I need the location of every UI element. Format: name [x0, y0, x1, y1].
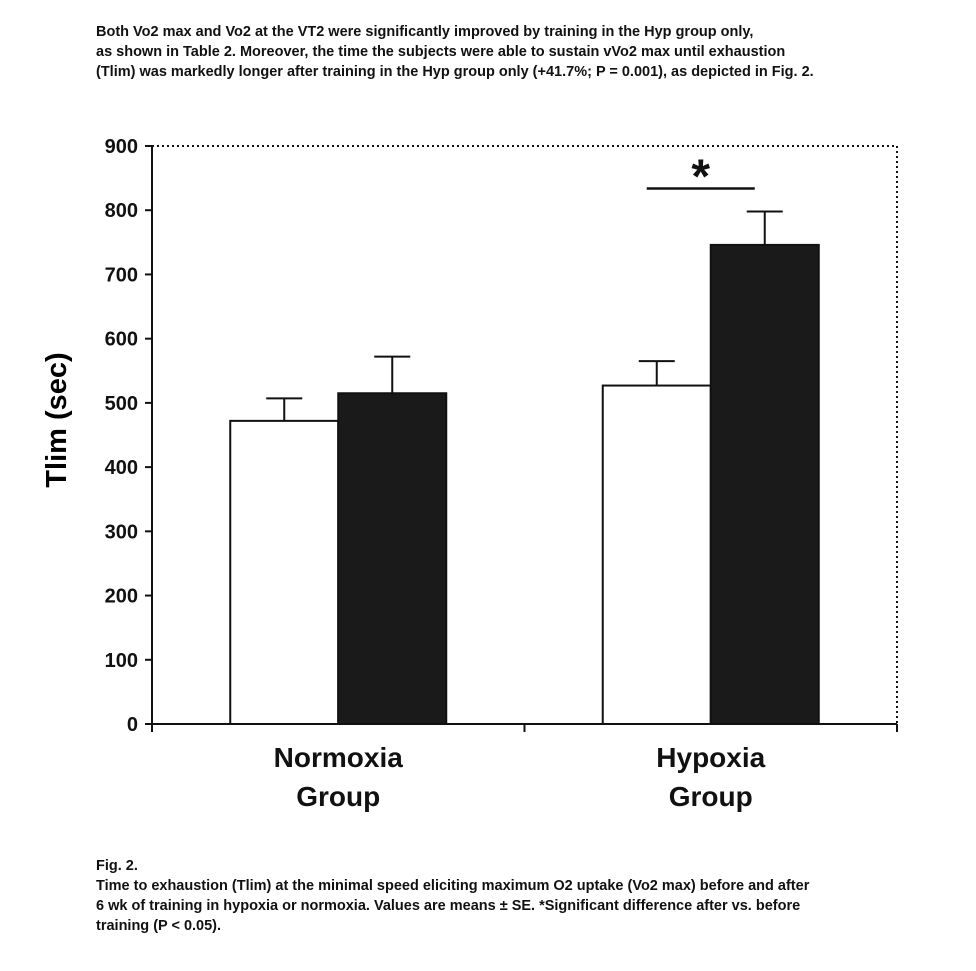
y-tick-label-4: 400: [104, 457, 138, 480]
bar-1-1: [711, 245, 819, 724]
y-axis: [105, 136, 152, 736]
intro-line: Both Vo2 max and Vo2 at the VT2 were significantly improved by training in the Hyp group only,: [96, 24, 754, 40]
y-tick-label-6: 600: [104, 328, 138, 351]
bars: [230, 212, 819, 724]
intro-line: as shown in Table 2. Moreover, the time the subjects were able to sustain vVo2 max until exhaustion: [96, 44, 786, 60]
bar-0-1: [338, 393, 446, 724]
y-tick-label-0: 0: [126, 714, 138, 736]
y-tick-label-5: 500: [104, 392, 138, 415]
significance-star-0: *: [691, 150, 711, 204]
y-axis-label: Tlim (sec): [41, 352, 73, 488]
x-axis: [152, 724, 897, 812]
category-label-0-0: Normoxia: [273, 742, 403, 773]
bar-0-0: [230, 421, 338, 724]
caption-line: 6 wk of training in hypoxia or normoxia. Values are means ± SE. *Significant difference after vs. before: [96, 898, 801, 914]
y-tick-label-7: 700: [104, 264, 138, 287]
y-tick-label-3: 300: [104, 521, 138, 544]
category-label-1-1: Group: [668, 781, 753, 812]
y-tick-label-2: 200: [104, 585, 138, 608]
y-tick-label-1: 100: [104, 649, 138, 672]
annotations: [647, 151, 755, 204]
intro-line: (Tlim) was markedly longer after training in the Hyp group only (+41.7%; P = 0.001), as depicted in Fig. 2.: [96, 64, 814, 80]
caption-label: Fig. 2.: [96, 858, 138, 874]
category-label-1-0: Hypoxia: [656, 742, 766, 773]
y-tick-label-9: 900: [104, 136, 138, 158]
category-label-0-1: Group: [296, 781, 381, 812]
y-tick-label-8: 800: [104, 200, 138, 223]
caption-line: training (P < 0.05).: [96, 918, 222, 934]
figure-caption: [96, 856, 956, 936]
bar-1-0: [603, 386, 711, 724]
caption-line: Time to exhaustion (Tlim) at the minimal speed eliciting maximum O2 uptake (Vo2 max) before and after: [96, 878, 810, 894]
